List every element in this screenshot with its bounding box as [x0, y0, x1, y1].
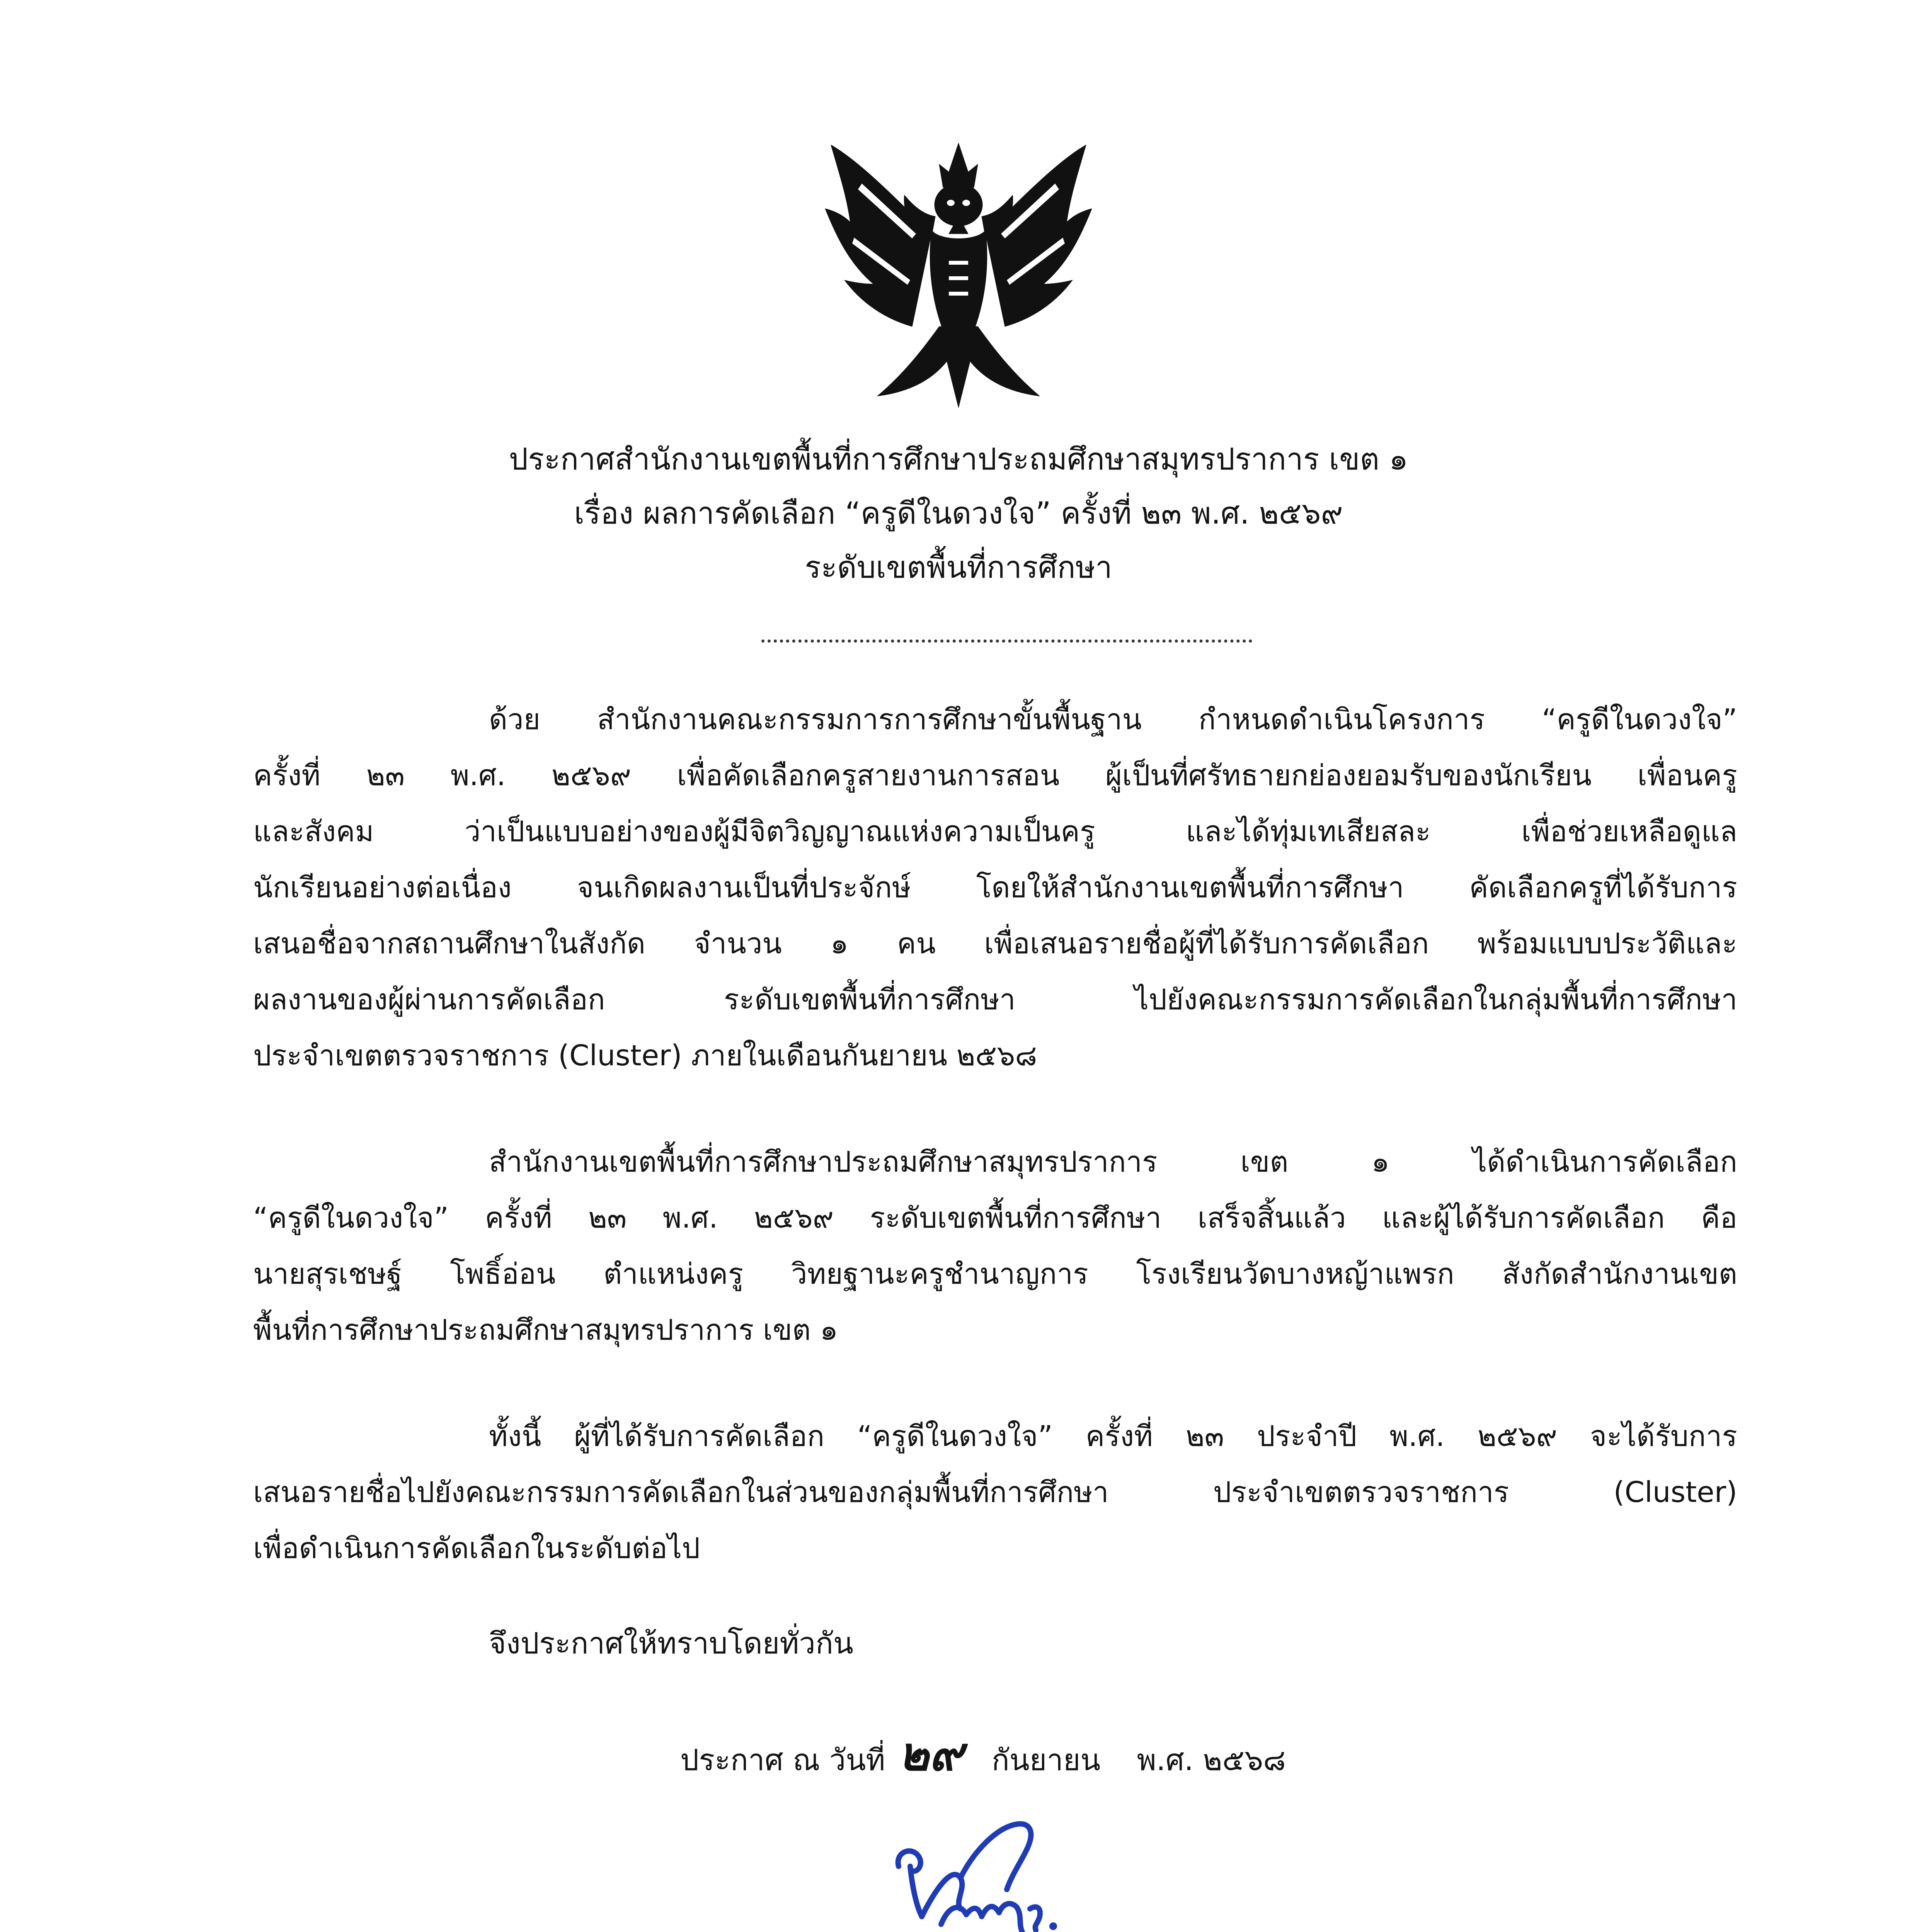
paragraph-2 [489, 1134, 1737, 1190]
announcement-subject: เรื่อง ผลการคัดเลือก “ครูดีในดวงใจ” ครั้งที่ ๒๓ พ.ศ. ๒๕๖๙ [574, 496, 1343, 531]
paragraph-1-line: นักเรียนอย่างต่อเนื่อง จนเกิดผลงานเป็นที่ประจักษ์ โดยให้สำนักงานเขตพื้นที่การศึกษา คัดเลือกครูที่ได้รับการ [253, 871, 1737, 904]
paragraph-1 [489, 692, 1737, 748]
announcement-level: ระดับเขตพื้นที่การศึกษา [805, 550, 1112, 585]
paragraph-1-line: ประจำเขตตรวจราชการ (Cluster) ภายในเดือนกันยายน ๒๕๖๘ [253, 1039, 1037, 1072]
date-line [680, 1727, 1286, 1781]
paragraph-2-line: สำนักงานเขตพื้นที่การศึกษาประถมศึกษาสมุทรปราการ เขต ๑ ได้ดำเนินการคัดเลือก [489, 1145, 1737, 1179]
paragraph-1-line: และสังคม ว่าเป็นแบบอย่างของผู้มีจิตวิญญาณแห่งความเป็นครู และได้ทุ่มเทเสียสละ เพื่อช่วยเหลือดูแล [253, 815, 1737, 848]
paragraph-1-line: ครั้งที่ ๒๓ พ.ศ. ๒๕๖๙ เพื่อคัดเลือกครูสายงานการสอน ผู้เป็นที่ศรัทธายกย่องยอมรับของนักเรียน เพื่อนครู [253, 759, 1737, 792]
paragraph-1-continued [253, 748, 1737, 1084]
date-year: พ.ศ. ๒๕๖๘ [1137, 1743, 1286, 1777]
paragraph-2-continued [253, 1190, 1737, 1358]
paragraph-3-line: เสนอรายชื่อไปยังคณะกรรมการคัดเลือกในส่วนของกลุ่มพื้นที่การศึกษา ประจำเขตตรวจราชการ (Cluster) [253, 1476, 1737, 1509]
paragraph-1-line: ผลงานของผู้ผ่านการคัดเลือก ระดับเขตพื้นที่การศึกษา ไปยังคณะกรรมการคัดเลือกในกลุ่มพื้นที่การศึกษา [253, 983, 1737, 1016]
paragraph-2-line: พื้นที่การศึกษาประถมศึกษาสมุทรปราการ เขต ๑ [253, 1313, 838, 1347]
announcement-title: ประกาศสำนักงานเขตพื้นที่การศึกษาประถมศึกษาสมุทรปราการ เขต ๑ [509, 442, 1408, 477]
date-day: ๒๙ [898, 1727, 963, 1781]
garuda-emblem-icon [815, 137, 1102, 415]
closing-statement: จึงประกาศให้ทราบโดยทั่วกัน [489, 1626, 853, 1660]
paragraph-3-continued [253, 1464, 1737, 1577]
dotted-divider [761, 639, 1252, 643]
date-prefix: ประกาศ ณ วันที่ [680, 1743, 885, 1777]
date-month: กันยายน [991, 1743, 1101, 1777]
paragraph-1-line: ด้วย สำนักงานคณะกรรมการการศึกษาขั้นพื้นฐาน กำหนดดำเนินโครงการ “ครูดีในดวงใจ” [489, 703, 1737, 736]
paragraph-1-line: เสนอชื่อจากสถานศึกษาในสังกัด จำนวน ๑ คน เพื่อเสนอรายชื่อผู้ที่ได้รับการคัดเลือก พร้อมแบบประวัติและ [253, 927, 1737, 960]
paragraph-3 [489, 1408, 1737, 1464]
paragraph-3-line: ทั้งนี้ ผู้ที่ได้รับการคัดเลือก “ครูดีในดวงใจ” ครั้งที่ ๒๓ ประจำปี พ.ศ. ๒๕๖๙ จะได้รับการ [489, 1420, 1737, 1453]
paragraph-2-line: “ครูดีในดวงใจ” ครั้งที่ ๒๓ พ.ศ. ๒๕๖๙ ระดับเขตพื้นที่การศึกษา เสร็จสิ้นแล้ว และผู้ได้รับการคัดเลือก คือ [253, 1201, 1737, 1235]
paragraph-2-line: นายสุรเชษฐ์ โพธิ์อ่อน ตำแหน่งครู วิทยฐานะครูชำนาญการ โรงเรียนวัดบางหญ้าแพรก สังกัดสำนักงานเขต [253, 1257, 1737, 1291]
handwritten-signature [883, 1808, 1100, 1932]
paragraph-3-line: เพื่อดำเนินการคัดเลือกในระดับต่อไป [253, 1532, 700, 1565]
